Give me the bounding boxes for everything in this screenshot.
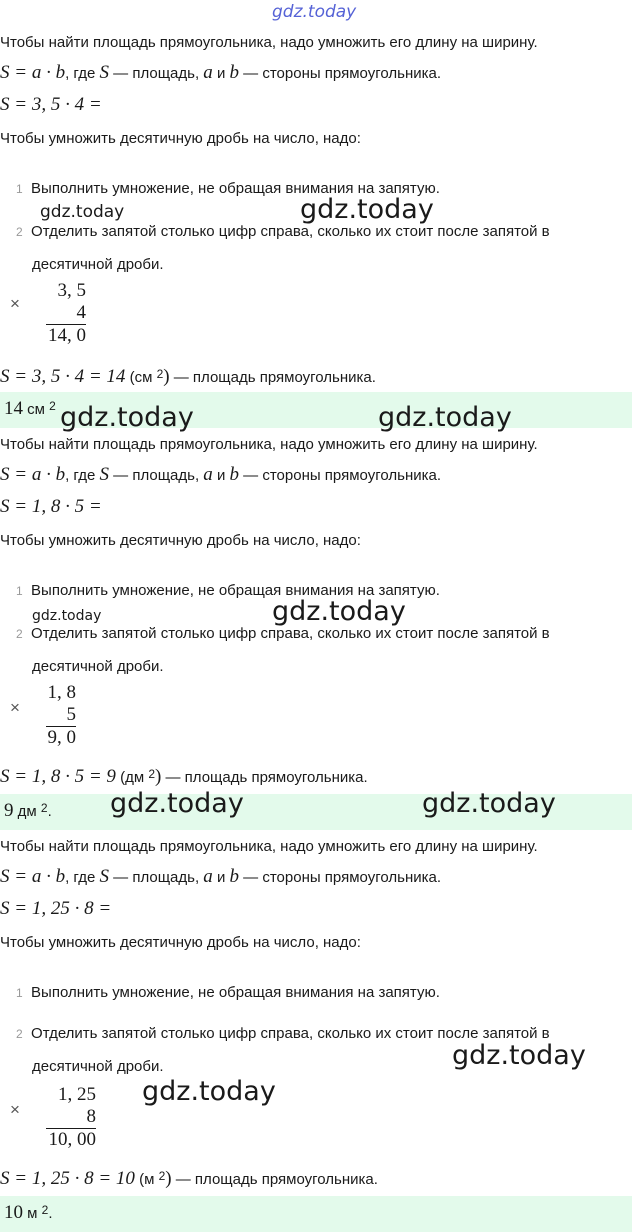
calc-result: 9, 0: [47, 727, 76, 748]
calc-mid: 4: [76, 302, 86, 323]
rule-text: Чтобы умножить десятичную дробь на число, надо:: [0, 532, 361, 549]
formula-line: S = a · b, где S — площадь, a и b — стороны прямоугольника.: [0, 464, 442, 485]
calc-top: 3, 5: [57, 280, 86, 301]
calc-mid: 5: [66, 704, 76, 725]
step-item: 1 Выполнить умножение, не обращая внимания на запятую.: [16, 180, 440, 197]
column-calc: [46, 280, 86, 347]
formula-var: b: [229, 62, 240, 83]
watermark: gdz.today: [40, 202, 125, 222]
answer-text: 14 см $^2$: [4, 398, 56, 419]
multiply-sign: ×: [10, 294, 20, 313]
expression: S = 1, 25 · 8 =: [0, 898, 112, 919]
formula-var: a: [203, 62, 213, 83]
watermark: gdz.today: [110, 788, 244, 819]
formula-lhs: S = a · b: [0, 62, 66, 83]
formula-text: , где: [65, 65, 100, 82]
calc-result: 10, 00: [46, 1128, 96, 1151]
step-item-cont: десятичной дроби.: [32, 658, 164, 675]
calc-mid: 8: [86, 1106, 96, 1127]
multiply-sign: ×: [10, 1100, 20, 1119]
step-item: 2 Отделить запятой столько цифр справа, сколько их стоит после запятой в: [16, 223, 550, 240]
expression: S = 3, 5 · 4 =: [0, 94, 102, 115]
watermark: gdz.today: [300, 194, 434, 225]
watermark: gdz.today: [378, 402, 512, 433]
column-calc: [46, 682, 76, 749]
intro-text: Чтобы найти площадь прямоугольника, надо умножить его длину на ширину.: [0, 838, 538, 855]
formula-line: [0, 64, 441, 83]
step-item: 1 Выполнить умножение, не обращая внимания на запятую.: [16, 582, 440, 599]
formula-text: и: [212, 65, 230, 82]
watermark: gdz.today: [452, 1040, 586, 1071]
answer-text: 10 м $^2$.: [4, 1202, 53, 1223]
calc-top: 1, 8: [47, 682, 76, 703]
rule-text: Чтобы умножить десятичную дробь на число, надо:: [0, 934, 361, 951]
intro-text: Чтобы найти площадь прямоугольника, надо умножить его длину на ширину.: [0, 436, 538, 453]
calc-result: 14, 0: [48, 325, 86, 346]
formula-var: S: [99, 62, 109, 83]
watermark: gdz.today: [422, 788, 556, 819]
result-line: S = 3, 5 · 4 = 14 (см $^2$) — площадь прямоугольника.: [0, 366, 376, 387]
watermark: gdz.today: [60, 402, 194, 433]
step-item-cont: десятичной дроби.: [32, 256, 164, 273]
answer-text: 9 дм $^2$.: [4, 800, 52, 821]
step-item: 2 Отделить запятой столько цифр справа, сколько их стоит после запятой в: [16, 625, 550, 642]
result-line: S = 1, 25 · 8 = 10 (м $^2$) — площадь прямоугольника.: [0, 1168, 378, 1189]
step-item: 2 Отделить запятой столько цифр справа, сколько их стоит после запятой в: [16, 1025, 550, 1042]
formula-text: — стороны прямоугольника.: [239, 65, 442, 82]
intro-text: Чтобы найти площадь прямоугольника, надо умножить его длину на ширину.: [0, 34, 538, 51]
watermark: gdz.today: [32, 608, 102, 624]
formula-line: S = a · b, где S — площадь, a и b — стороны прямоугольника.: [0, 866, 442, 887]
calc-top: 1, 25: [58, 1084, 96, 1105]
multiply-sign: ×: [10, 698, 20, 717]
rule-text: Чтобы умножить десятичную дробь на число, надо:: [0, 130, 361, 147]
step-item: 1 Выполнить умножение, не обращая внимания на запятую.: [16, 984, 440, 1001]
column-calc: [46, 1084, 96, 1151]
watermark: gdz.today: [272, 596, 406, 627]
header-watermark: gdz.today: [272, 2, 357, 22]
step-item-cont: десятичной дроби.: [32, 1058, 164, 1075]
expression: S = 1, 8 · 5 =: [0, 496, 102, 517]
result-line: S = 1, 8 · 5 = 9 (дм $^2$) — площадь прямоугольника.: [0, 766, 368, 787]
formula-text: — площадь,: [108, 65, 204, 82]
answer-box: [0, 1196, 632, 1232]
watermark: gdz.today: [142, 1076, 276, 1107]
